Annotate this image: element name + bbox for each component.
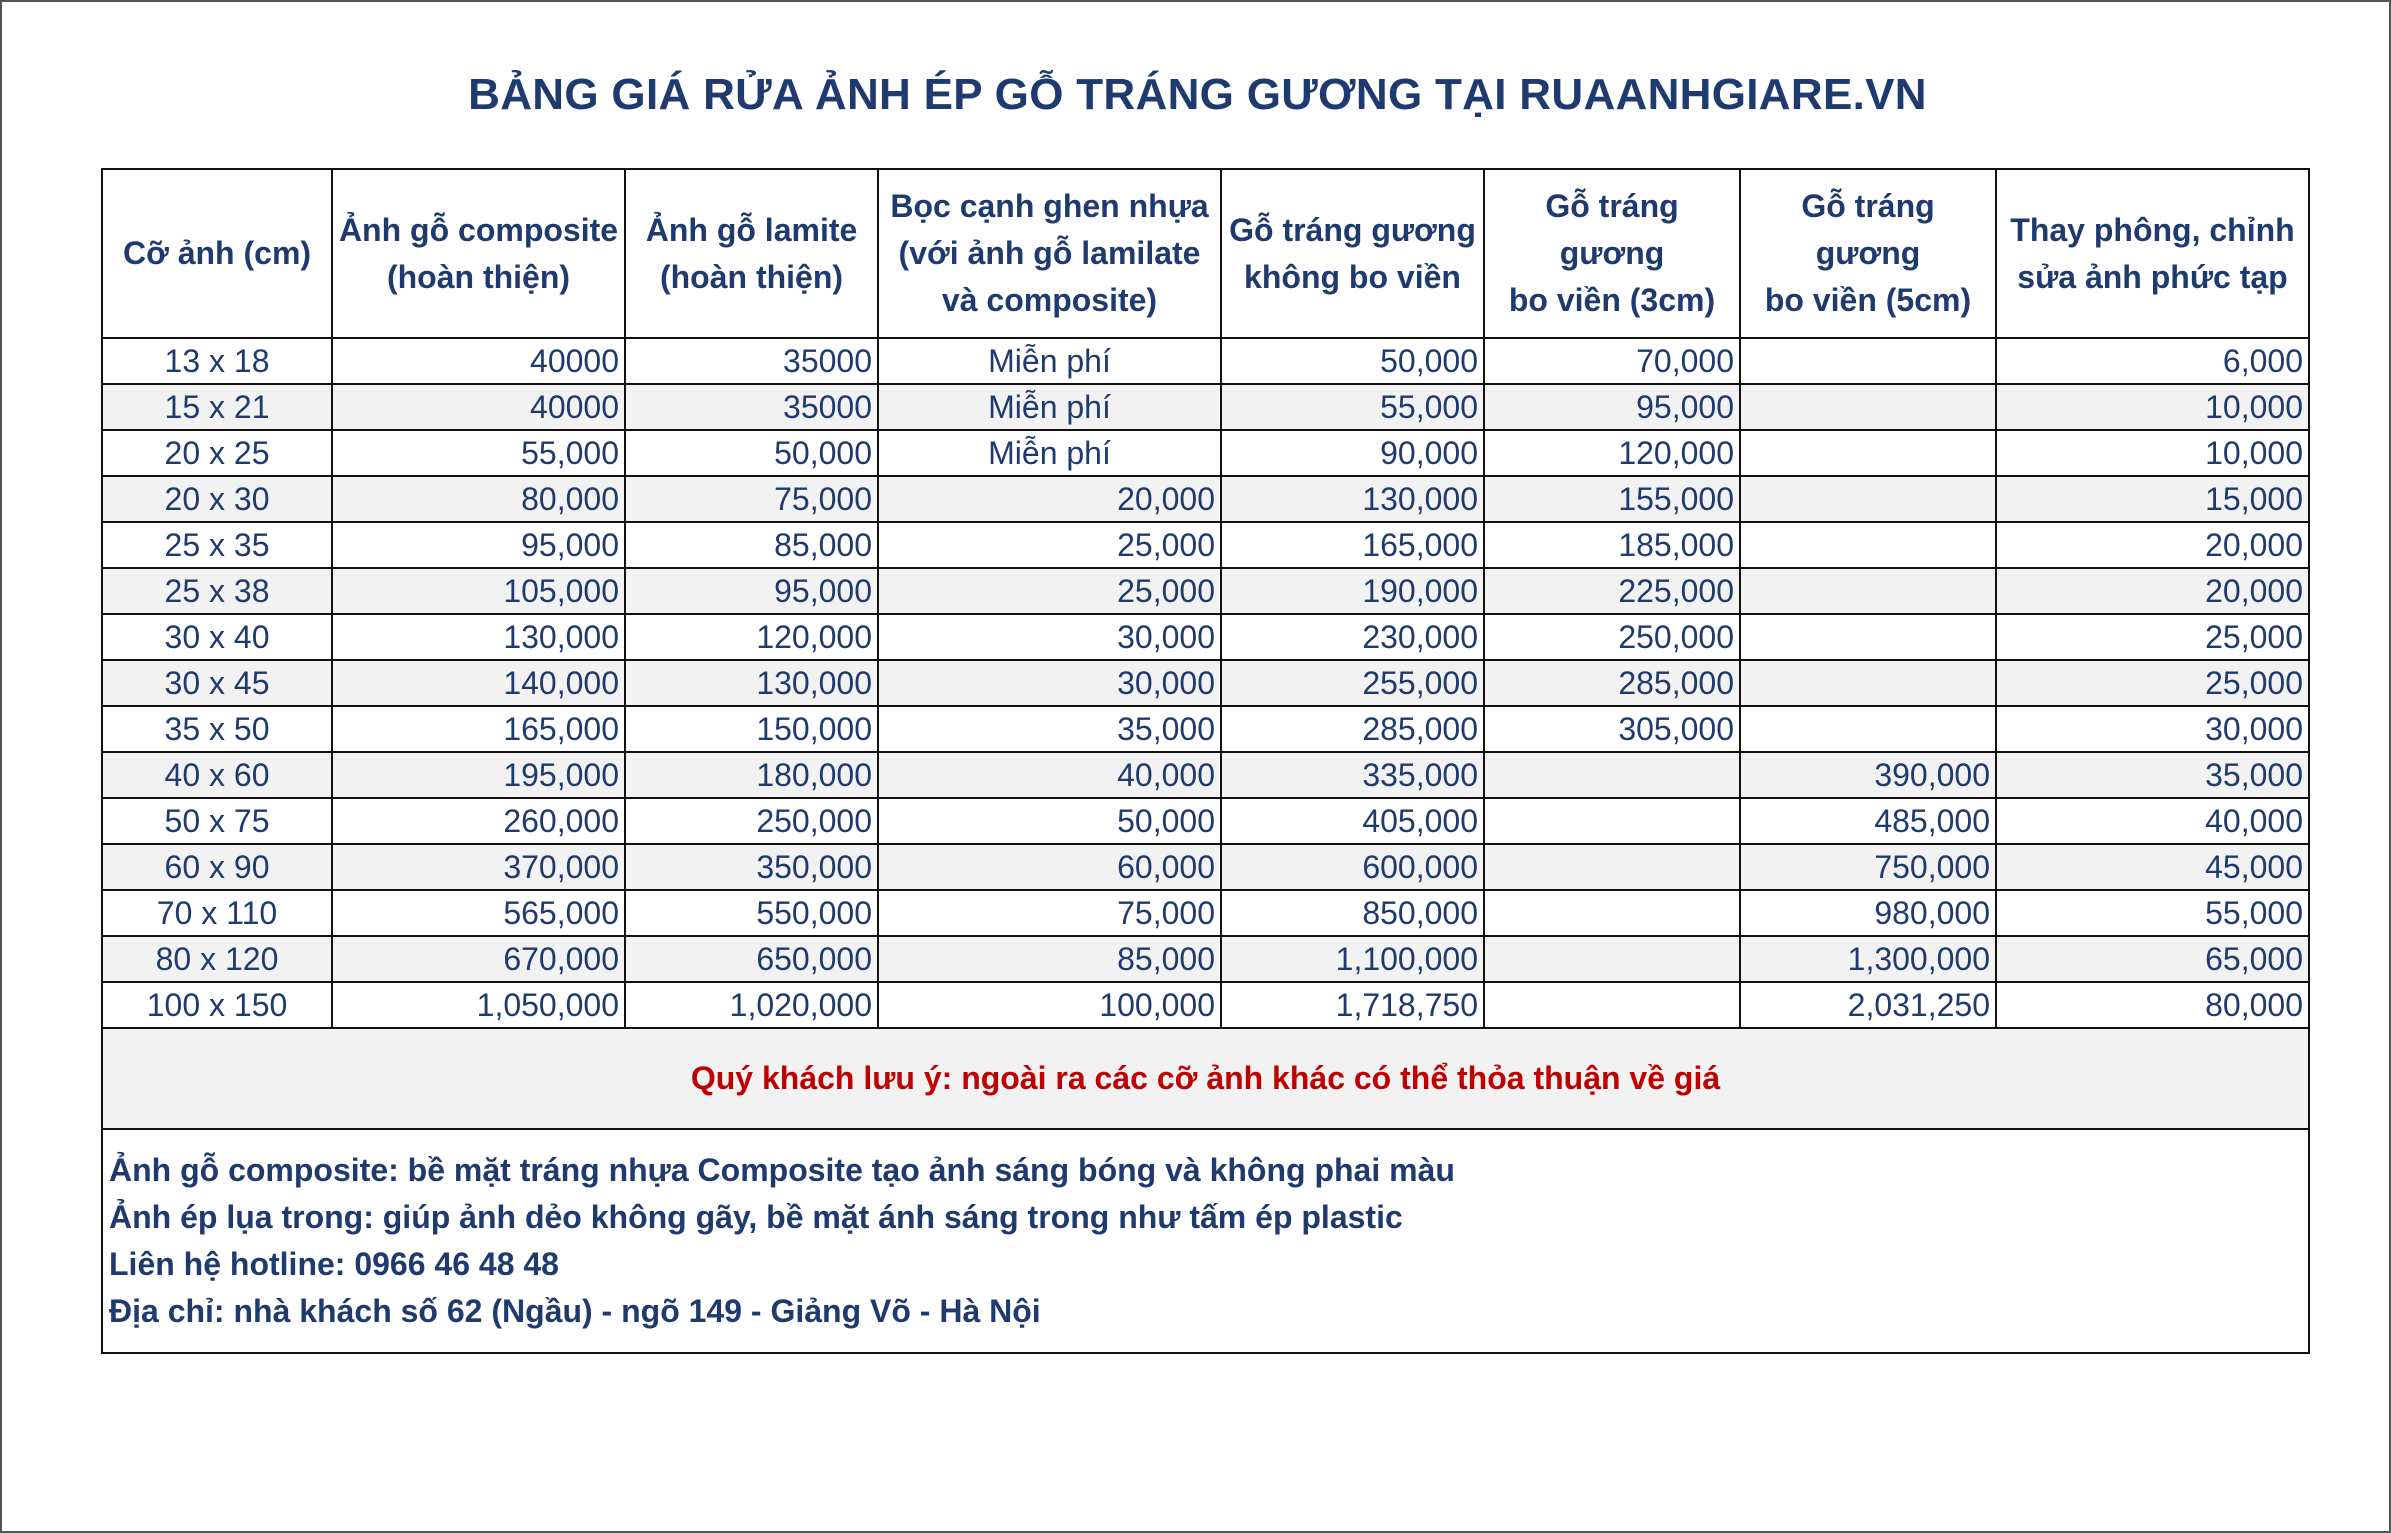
price-cell: 285,000	[1484, 660, 1740, 706]
price-cell: 155,000	[1484, 476, 1740, 522]
price-cell: 1,020,000	[625, 982, 878, 1028]
price-cell: 6,000	[1996, 338, 2309, 384]
column-header-line: không bo viền	[1244, 258, 1461, 295]
column-header-line: Thay phông, chỉnh	[2010, 211, 2295, 248]
price-cell: 45,000	[1996, 844, 2309, 890]
price-table	[101, 168, 2310, 1354]
price-cell: 35000	[625, 384, 878, 430]
size-cell: 13 x 18	[102, 338, 332, 384]
price-cell: 65,000	[1996, 936, 2309, 982]
price-cell: 25,000	[1996, 614, 2309, 660]
table-row	[102, 844, 2309, 890]
table-row	[102, 522, 2309, 568]
table-row	[102, 614, 2309, 660]
column-header-line: bo viền (5cm)	[1764, 282, 1972, 318]
size-cell: 60 x 90	[102, 844, 332, 890]
price-cell: 130,000	[625, 660, 878, 706]
column-header-line: sửa ảnh phức tạp	[2017, 258, 2288, 295]
price-cell: 600,000	[1221, 844, 1484, 890]
price-cell: 230,000	[1221, 614, 1484, 660]
table-row	[102, 476, 2309, 522]
price-cell: 35,000	[1996, 752, 2309, 798]
info-line: Ảnh ép lụa trong: giúp ảnh dẻo không gãy, bề mặt ánh sáng trong như tấm ép plastic	[109, 1199, 1403, 1235]
column-header-line: (hoàn thiện)	[659, 258, 844, 295]
price-cell: 370,000	[332, 844, 625, 890]
price-cell: 130,000	[1221, 476, 1484, 522]
price-cell: 550,000	[625, 890, 878, 936]
table-row	[102, 568, 2309, 614]
column-header-line: Gỗ tráng gương	[1545, 188, 1679, 271]
price-cell: Miễn phí	[878, 430, 1221, 476]
table-body	[102, 338, 2309, 1028]
price-cell: 55,000	[1221, 384, 1484, 430]
column-header	[1484, 169, 1740, 338]
price-cell: 250,000	[625, 798, 878, 844]
size-cell: 25 x 38	[102, 568, 332, 614]
table-row	[102, 430, 2309, 476]
price-cell: 55,000	[1996, 890, 2309, 936]
price-cell: 165,000	[1221, 522, 1484, 568]
price-cell: 255,000	[1221, 660, 1484, 706]
price-cell: 95,000	[1484, 384, 1740, 430]
price-cell	[1740, 660, 1996, 706]
size-cell: 15 x 21	[102, 384, 332, 430]
note-row	[102, 1028, 2309, 1129]
column-header-line: Bọc cạnh ghen nhựa	[890, 188, 1209, 224]
price-cell: 140,000	[332, 660, 625, 706]
column-header-line: (hoàn thiện)	[386, 258, 571, 295]
price-cell: 285,000	[1221, 706, 1484, 752]
price-cell: 40000	[332, 338, 625, 384]
column-header-line: (với ảnh gỗ lamilate	[898, 235, 1201, 271]
price-cell: 150,000	[625, 706, 878, 752]
price-cell: 40,000	[1996, 798, 2309, 844]
price-cell: Miễn phí	[878, 384, 1221, 430]
column-header-line: và composite)	[941, 282, 1158, 318]
info-line: Liên hệ hotline: 0966 46 48 48	[109, 1246, 559, 1282]
price-cell: 105,000	[332, 568, 625, 614]
price-cell: 980,000	[1740, 890, 1996, 936]
column-header	[1740, 169, 1996, 338]
table-row	[102, 890, 2309, 936]
price-cell: 30,000	[1996, 706, 2309, 752]
price-cell: Miễn phí	[878, 338, 1221, 384]
price-cell: 120,000	[1484, 430, 1740, 476]
price-cell: 20,000	[878, 476, 1221, 522]
column-header-line: Gỗ tráng gương	[1801, 188, 1935, 271]
price-cell: 670,000	[332, 936, 625, 982]
price-cell: 250,000	[1484, 614, 1740, 660]
size-cell: 100 x 150	[102, 982, 332, 1028]
price-cell	[1740, 614, 1996, 660]
table-row	[102, 706, 2309, 752]
price-cell	[1484, 936, 1740, 982]
price-cell	[1740, 430, 1996, 476]
price-cell: 35,000	[878, 706, 1221, 752]
price-cell: 25,000	[1996, 660, 2309, 706]
price-cell	[1484, 798, 1740, 844]
column-header	[1996, 169, 2309, 338]
price-cell	[1740, 568, 1996, 614]
price-cell: 80,000	[1996, 982, 2309, 1028]
price-cell: 180,000	[625, 752, 878, 798]
header-row	[102, 169, 2309, 338]
size-cell: 50 x 75	[102, 798, 332, 844]
size-cell: 30 x 40	[102, 614, 332, 660]
price-cell: 10,000	[1996, 430, 2309, 476]
info-block	[102, 1129, 2309, 1353]
size-cell: 35 x 50	[102, 706, 332, 752]
price-cell: 50,000	[878, 798, 1221, 844]
size-cell: 20 x 25	[102, 430, 332, 476]
table-row	[102, 384, 2309, 430]
price-cell: 335,000	[1221, 752, 1484, 798]
table-row	[102, 752, 2309, 798]
price-cell: 485,000	[1740, 798, 1996, 844]
price-cell: 565,000	[332, 890, 625, 936]
note-text: Quý khách lưu ý: ngoài ra các cỡ ảnh khác có thể thỏa thuận về giá	[102, 1028, 2309, 1129]
price-cell: 40000	[332, 384, 625, 430]
column-header	[332, 169, 625, 338]
info-row	[102, 1129, 2309, 1353]
price-cell: 75,000	[625, 476, 878, 522]
price-cell: 95,000	[332, 522, 625, 568]
price-cell: 390,000	[1740, 752, 1996, 798]
column-header-line: Cỡ ảnh (cm)	[122, 235, 312, 271]
price-cell	[1484, 982, 1740, 1028]
price-cell: 40,000	[878, 752, 1221, 798]
price-cell: 50,000	[625, 430, 878, 476]
size-cell: 70 x 110	[102, 890, 332, 936]
price-cell: 190,000	[1221, 568, 1484, 614]
column-header	[878, 169, 1221, 338]
table-row	[102, 660, 2309, 706]
price-cell	[1740, 522, 1996, 568]
price-cell: 50,000	[1221, 338, 1484, 384]
info-line: Địa chỉ: nhà khách số 62 (Ngầu) - ngõ 149 - Giảng Võ - Hà Nội	[109, 1293, 1041, 1329]
column-header	[1221, 169, 1484, 338]
price-cell: 1,100,000	[1221, 936, 1484, 982]
price-cell	[1740, 338, 1996, 384]
size-cell: 25 x 35	[102, 522, 332, 568]
price-cell: 650,000	[625, 936, 878, 982]
table-row	[102, 982, 2309, 1028]
price-cell: 95,000	[625, 568, 878, 614]
price-cell: 195,000	[332, 752, 625, 798]
price-cell: 130,000	[332, 614, 625, 660]
price-cell: 1,300,000	[1740, 936, 1996, 982]
table-row	[102, 338, 2309, 384]
price-cell: 1,718,750	[1221, 982, 1484, 1028]
info-line: Ảnh gỗ composite: bề mặt tráng nhựa Composite tạo ảnh sáng bóng và không phai màu	[109, 1152, 1455, 1188]
price-cell: 25,000	[878, 568, 1221, 614]
price-cell: 75,000	[878, 890, 1221, 936]
column-header	[102, 169, 332, 338]
column-header	[625, 169, 878, 338]
price-cell: 305,000	[1484, 706, 1740, 752]
price-cell	[1740, 384, 1996, 430]
size-cell: 40 x 60	[102, 752, 332, 798]
column-header-line: Ảnh gỗ lamite	[645, 211, 858, 248]
price-cell: 1,050,000	[332, 982, 625, 1028]
price-cell: 70,000	[1484, 338, 1740, 384]
column-header-line: Ảnh gỗ composite	[338, 211, 619, 248]
price-cell: 80,000	[332, 476, 625, 522]
price-cell: 15,000	[1996, 476, 2309, 522]
price-cell	[1740, 706, 1996, 752]
price-cell	[1484, 890, 1740, 936]
price-cell	[1484, 844, 1740, 890]
column-header-line: Gỗ tráng gương	[1229, 211, 1476, 248]
price-cell: 850,000	[1221, 890, 1484, 936]
price-cell: 100,000	[878, 982, 1221, 1028]
price-cell: 165,000	[332, 706, 625, 752]
price-cell: 35000	[625, 338, 878, 384]
price-cell: 20,000	[1996, 568, 2309, 614]
table-row	[102, 936, 2309, 982]
price-cell: 30,000	[878, 614, 1221, 660]
size-cell: 30 x 45	[102, 660, 332, 706]
size-cell: 20 x 30	[102, 476, 332, 522]
price-cell: 120,000	[625, 614, 878, 660]
price-cell: 85,000	[625, 522, 878, 568]
price-cell: 85,000	[878, 936, 1221, 982]
price-cell	[1740, 476, 1996, 522]
price-cell: 750,000	[1740, 844, 1996, 890]
table-row	[102, 798, 2309, 844]
price-cell: 25,000	[878, 522, 1221, 568]
price-cell: 10,000	[1996, 384, 2309, 430]
table-header	[102, 169, 2309, 338]
price-cell: 225,000	[1484, 568, 1740, 614]
price-cell: 405,000	[1221, 798, 1484, 844]
price-cell: 60,000	[878, 844, 1221, 890]
price-cell: 2,031,250	[1740, 982, 1996, 1028]
price-cell: 90,000	[1221, 430, 1484, 476]
page-title: BẢNG GIÁ RỬA ẢNH ÉP GỖ TRÁNG GƯƠNG TẠI RUAANHGIARE.VN	[468, 70, 1927, 119]
price-cell: 55,000	[332, 430, 625, 476]
price-cell: 185,000	[1484, 522, 1740, 568]
price-cell: 260,000	[332, 798, 625, 844]
column-header-line: bo viền (3cm)	[1508, 282, 1716, 318]
size-cell: 80 x 120	[102, 936, 332, 982]
price-cell: 20,000	[1996, 522, 2309, 568]
price-cell: 350,000	[625, 844, 878, 890]
price-cell	[1484, 752, 1740, 798]
price-cell: 30,000	[878, 660, 1221, 706]
